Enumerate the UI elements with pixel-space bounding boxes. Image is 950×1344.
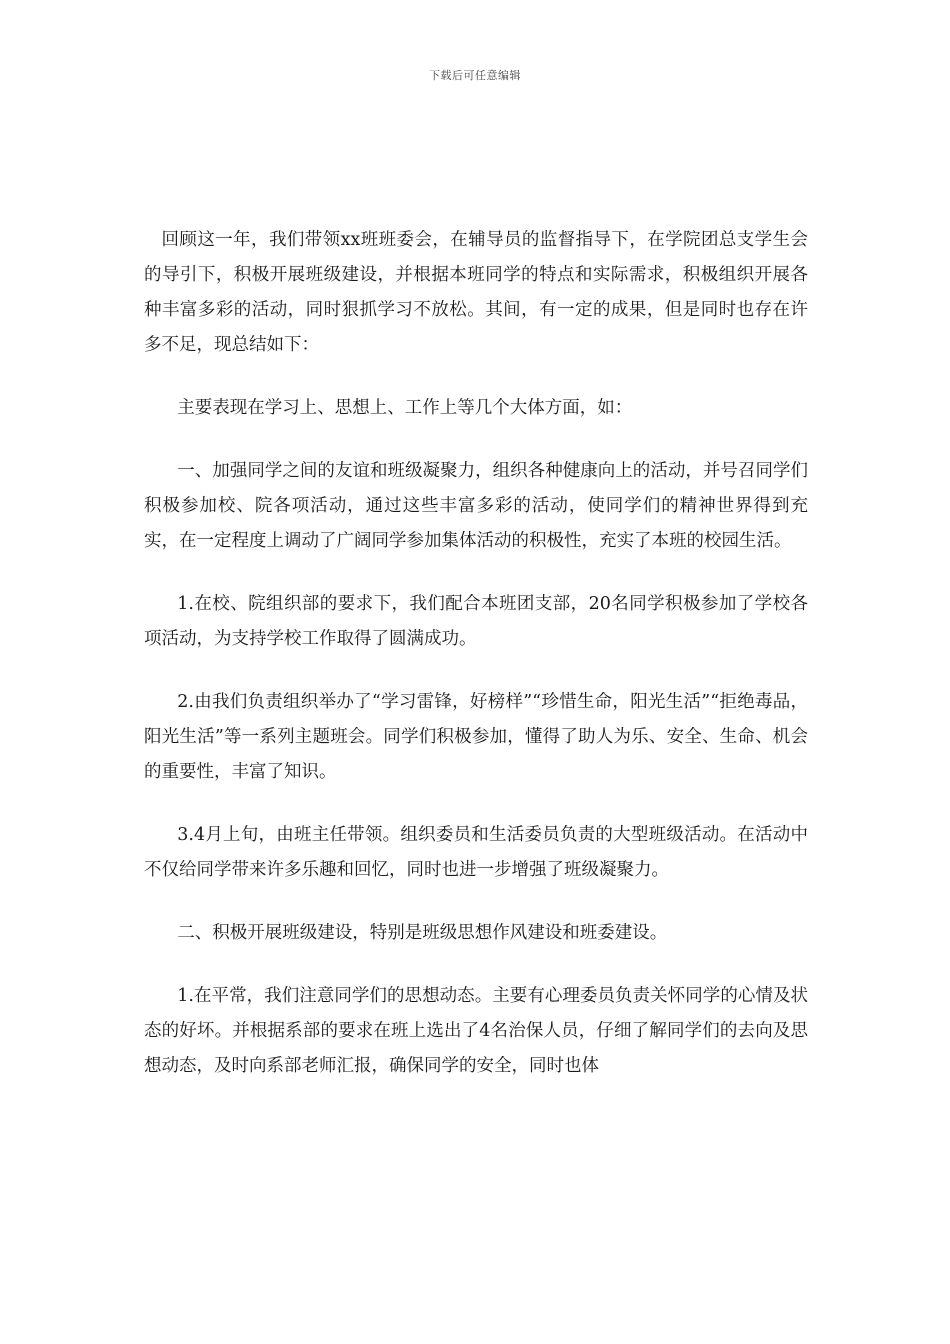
paragraph-intro: 回顾这一年，我们带领xx班班委会，在辅导员的监督指导下，在学院团总支学生会的导引下，积极开展班级建设，并根据本班同学的特点和实际需求，积极组织开展各种丰富多彩的活动，同时狠抓学习不放松。其间，有一定的成果，但是同时也存在许多不足，现总结如下： — [144, 230, 808, 355]
paragraph-item-1-3: 3.4月上旬，由班主任带领。组织委员和生活委员负责的大型班级活动。在活动中不仅给同学带来许多乐趣和回忆，同时也进一步增强了班级凝聚力。 — [144, 825, 808, 880]
page-header: 下载后可任意编辑 — [429, 69, 521, 82]
paragraph-overview: 主要表现在学习上、思想上、工作上等几个大体方面，如： — [177, 398, 633, 418]
paragraph-item-1-2: 2.由我们负责组织举办了“学习雷锋，好榜样”“珍惜生命，阳光生活”“拒绝毒品，阳光生活”等一系列主题班会。同学们积极参加，懂得了助人为乐、安全、生命、机会的重要性，丰富了知识。 — [144, 692, 808, 782]
paragraph-section-1: 一、加强同学之间的友谊和班级凝聚力，组织各种健康向上的活动，并号召同学们积极参加校、院各项活动，通过这些丰富多彩的活动，使同学们的精神世界得到充实，在一定程度上调动了广阔同学参加集体活动的积极性，充实了本班的校园生活。 — [144, 461, 808, 551]
paragraph-section-2: 二、积极开展班级建设，特别是班级思想作风建设和班委建设。 — [177, 923, 668, 943]
document-body — [144, 223, 808, 1084]
paragraph-item-2-1: 1.在平常，我们注意同学们的思想动态。主要有心理委员负责关怀同学的心情及状态的好坏。并根据系部的要求在班上选出了4名治保人员，仔细了解同学们的去向及思想动态，及时向系部老师汇报，确保同学的安全，同时也体 — [144, 986, 808, 1076]
paragraph-item-1-1: 1.在校、院组织部的要求下，我们配合本班团支部，20名同学积极参加了学校各项活动，为支持学校工作取得了圆满成功。 — [144, 594, 808, 649]
